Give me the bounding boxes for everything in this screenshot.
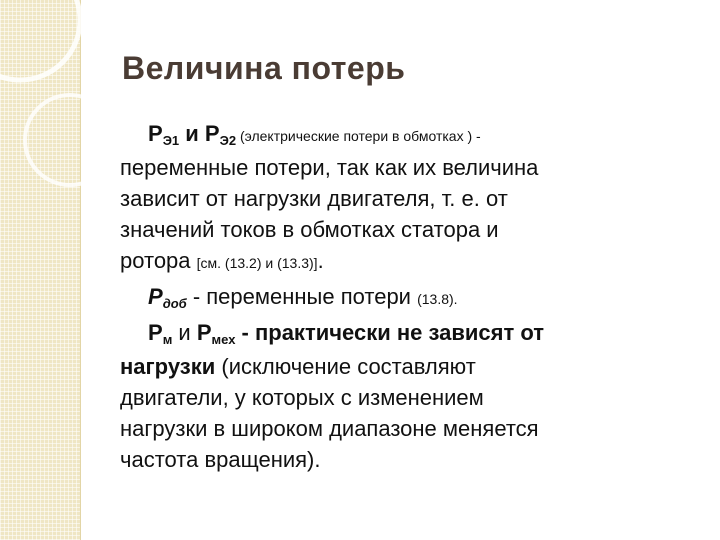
text-line: частота вращения). (120, 447, 321, 472)
symbol-pm: Pм (148, 320, 173, 347)
symbol-pe1: PЭ1 (148, 121, 180, 148)
decorative-circles (0, 0, 120, 260)
text-line: нагрузки в широком диапазоне меняется (120, 416, 539, 441)
symbol-pe2: PЭ2 (204, 121, 237, 148)
formula-reference: (13.8). (417, 291, 458, 307)
text-line: двигатели, у которых с изменением (120, 385, 484, 410)
slide-body (120, 118, 695, 475)
bold-word: нагрузки (120, 354, 216, 379)
electrical-losses-note: (электрические потери в обмотках ) - (236, 128, 481, 144)
formula-reference: [см. (13.2) и (13.3)] (196, 255, 318, 271)
symbol-pdob: Pдоб (148, 284, 187, 311)
paragraph-mechanical-losses: Pм и Pмех - практически не зависят от нагрузки (исключение составляют двигатели, у которых с изменением нагрузки в широком диапазоне меняется частота вращения). (120, 320, 545, 472)
bold-statement: - практически не зависят от (235, 320, 545, 345)
slide-title: Величина потерь (122, 50, 406, 86)
symbol-pmeh: Pмех (196, 320, 236, 347)
text-line: ротора (120, 248, 197, 273)
text-line: (исключение составляют (215, 354, 476, 379)
additional-losses-text: - переменные потери (186, 284, 418, 309)
text-line: переменные потери, так как их величина (120, 155, 539, 180)
paragraph-additional-losses (120, 281, 695, 315)
text-line: значений токов в обмотках статора и (120, 217, 499, 242)
text-line: зависит от нагрузки двигателя, т. е. от (120, 186, 508, 211)
paragraph-electrical-losses: PЭ1 и PЭ2 (электрические потери в обмотках ) - переменные потери, так как их величина зависит от нагрузки двигателя, т. е. от значений токов в обмотках статора и ротора [см. (13.2) и (13.3)]. (120, 121, 539, 273)
